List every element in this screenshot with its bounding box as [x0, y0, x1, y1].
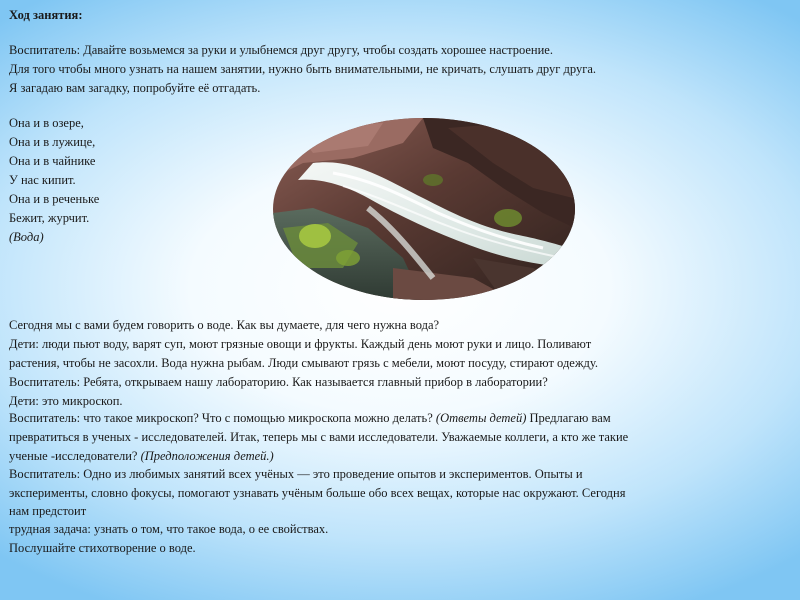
body-line: Воспитатель: что такое микроскоп? Что с помощью микроскопа можно делать? (Ответы детей) Предлагаю вам [9, 411, 611, 425]
body-line: Сегодня мы с вами будем говорить о воде. Как вы думаете, для чего нужна вода? [9, 318, 440, 332]
riddle-answer: (Вода) [9, 230, 44, 244]
riddle-line: Бежит, журчит. [9, 211, 90, 225]
riddle-line: Она и в чайнике [9, 154, 96, 168]
body-line: превратиться в ученых - исследователей. Итак, теперь мы с вами исследователи. Уважаемые коллеги, а кто же такие [9, 430, 629, 444]
body-line: Воспитатель: Ребята, открываем нашу лабораторию. Как называется главный прибор в лаборатории? [9, 375, 548, 389]
body-line: Дети: это микроскоп. [9, 394, 123, 408]
body-line: эксперименты, словно фокусы, помогают узнавать учёным больше обо всех вещах, которые нас окружают. Сегодня [9, 486, 626, 500]
body-line: нам предстоит [9, 504, 87, 518]
intro-line: Для того чтобы много узнать на нашем занятии, нужно быть внимательными, не кричать, слушать друг друга. [9, 62, 597, 76]
intro-line: Я загадаю вам загадку, попробуйте её отгадать. [9, 81, 261, 95]
body-line: растения, чтобы не засохли. Вода нужна рыбам. Люди смывают грязь с мебели, моют посуду, стирают одежду. [9, 356, 598, 370]
body-line: Послушайте стихотворение о воде. [9, 541, 196, 555]
riddle-line: У нас кипит. [9, 173, 76, 187]
riddle-line: Она и в озере, [9, 116, 84, 130]
body-line: Дети: люди пьют воду, варят суп, моют грязные овощи и фрукты. Каждый день моют руки и лицо. Поливают [9, 337, 592, 351]
riddle-line: Она и в лужице, [9, 135, 96, 149]
slide-title: Ход занятия: [9, 8, 83, 22]
intro-line: Воспитатель: Давайте возьмемся за руки и улыбнемся друг другу, чтобы создать хорошее настроение. [9, 43, 553, 57]
body-line: трудная задача: узнать о том, что такое вода, о ее свойствах. [9, 522, 329, 536]
body-line: Воспитатель: Одно из любимых занятий всех учёных — это проведение опытов и экспериментов. Опыты и [9, 467, 583, 481]
waterfall-photo [273, 118, 575, 300]
riddle-line: Она и в реченьке [9, 192, 100, 206]
body-line: ученые -исследователи? (Предположения детей.) [9, 449, 274, 463]
